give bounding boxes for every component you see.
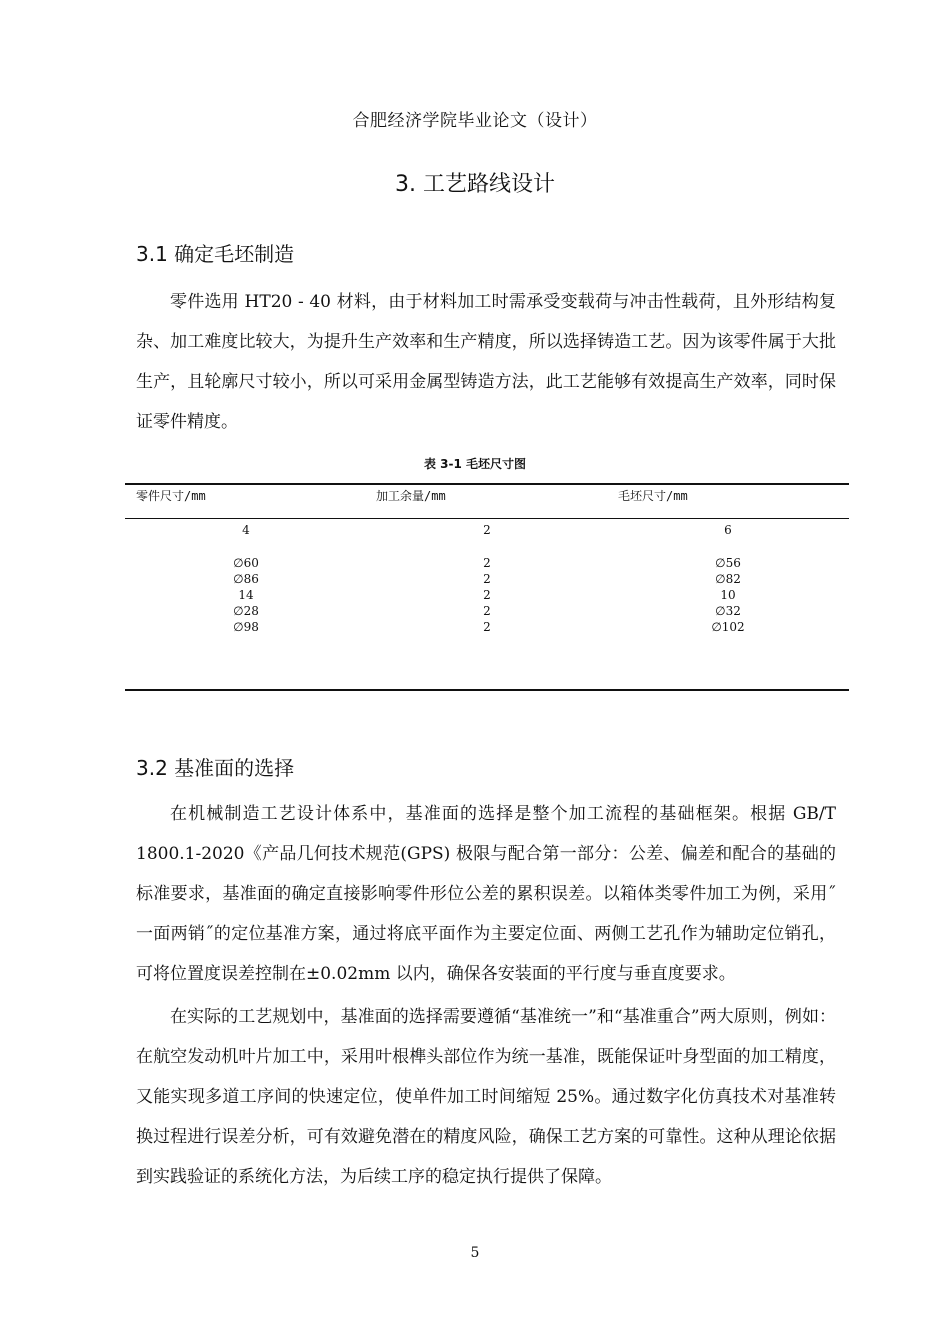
section-title-3-1: 3.1 确定毛坯制造 xyxy=(136,242,295,266)
table-cell: 2 xyxy=(483,604,491,618)
table-header-rule xyxy=(125,518,849,519)
table-cell: 2 xyxy=(483,556,491,570)
table-cell: ∅28 xyxy=(233,604,259,618)
table-cell: 10 xyxy=(720,588,736,602)
running-header: 合肥经济学院毕业论文（设计） xyxy=(352,111,598,131)
table-top-rule xyxy=(125,483,849,485)
table-column-allowance xyxy=(427,522,547,538)
table-cell: 6 xyxy=(724,523,732,537)
table-cell: ∅56 xyxy=(715,556,741,570)
table-cell: ∅82 xyxy=(715,572,741,586)
paragraph-datum-selection: 在机械制造工艺设计体系中，基准面的选择是整个加工流程的基础框架。根据 GB/T 1800.1-2020《产品几何技术规范(GPS) 极限与配合第一部分：公差、偏差和配合的基础的标准要求，基准面的确定直接影响零件形位公差的累积误差。以箱体类零件加工为例，采用˝一面两销˝的定位基准方案，通过将底平面作为主要定位面、两侧工艺孔作为辅助定位销孔，可将位置度误差控制在±0.02mm 以内，确保各安装面的平行度与垂直度要求。 xyxy=(136,804,836,984)
paragraph-datum-principles: 在实际的工艺规划中，基准面的选择需要遵循“基准统一”和“基准重合”两大原则，例如：在航空发动机叶片加工中，采用叶根榫头部位作为统一基准，既能保证叶身型面的加工精度，又能实现多道工序间的快速定位，使单件加工时间缩短 25%。通过数字化仿真技术对基准转换过程进行误差分析，可有效避免潜在的精度风险，确保工艺方案的可靠性。这种从理论依据到实践验证的系统化方法，为后续工序的稳定执行提供了保障。 xyxy=(136,1007,836,1187)
table-cell: ∅60 xyxy=(233,556,259,570)
table-cell: 2 xyxy=(483,620,491,634)
table-cell: 14 xyxy=(238,588,254,602)
section-title-3-2: 3.2 基准面的选择 xyxy=(136,756,295,780)
chapter-title: 3. 工艺路线设计 xyxy=(395,172,555,197)
table-header-blank-size: 毛坯尺寸/mm xyxy=(618,489,688,503)
table-bottom-rule xyxy=(125,689,849,691)
table-cell: ∅98 xyxy=(233,620,259,634)
table-cell: ∅102 xyxy=(711,620,745,634)
paragraph-blank-manufacture: 零件选用 HT20 - 40 材料，由于材料加工时需承受变载荷与冲击性载荷，且外形结构复杂、加工难度比较大，为提升生产效率和生产精度，所以选择铸造工艺。因为该零件属于大批生产，且轮廓尺寸较小，所以可采用金属型铸造方法，此工艺能够有效提高生产效率，同时保证零件精度。 xyxy=(136,292,836,432)
table-cell: 4 xyxy=(242,523,250,537)
table-column-blank-size xyxy=(668,522,788,538)
table-column-part-size xyxy=(186,522,306,538)
table-caption: 表 3-1 毛坯尺寸图 xyxy=(423,457,527,471)
table-cell: ∅32 xyxy=(715,604,741,618)
table-cell: ∅86 xyxy=(233,572,259,586)
table-column-allowance-group xyxy=(427,555,547,635)
page-number: 5 xyxy=(470,1245,480,1261)
table-cell: 2 xyxy=(483,523,491,537)
table-column-part-size-group xyxy=(186,555,306,635)
table-header-part-size: 零件尺寸/mm xyxy=(136,489,206,503)
table-cell: 2 xyxy=(483,572,491,586)
table-column-blank-size-group xyxy=(668,555,788,635)
table-cell: 2 xyxy=(483,588,491,602)
table-header-allowance: 加工余量/mm xyxy=(376,489,446,503)
